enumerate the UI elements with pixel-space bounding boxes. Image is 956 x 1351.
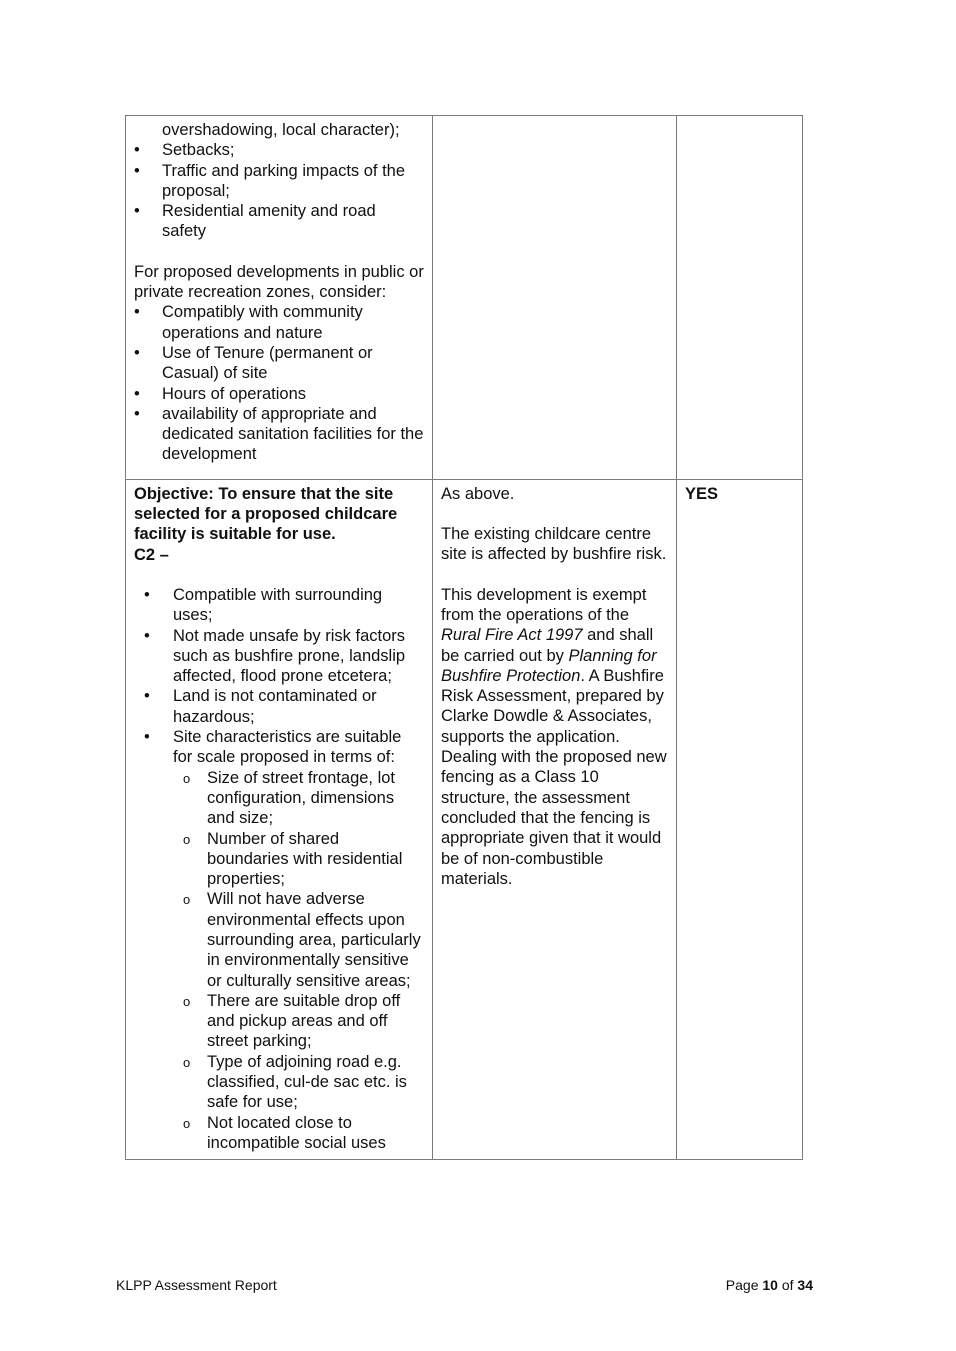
control-label: C2 – [134,545,169,564]
comment-text: and shall be carried out by [441,626,654,665]
page-number [726,1277,813,1293]
objective-heading: Objective: To ensure that the site selected for a proposed childcare facility is suitable for use. [134,484,398,544]
requirement-cell [126,479,433,1160]
continuation-text: overshadowing, local character); [162,121,400,139]
list-item [134,727,424,1153]
list-item: • availability of appropriate and dedicated sanitation facilities for the development [134,404,424,465]
sub-list-item: o Will not have adverse environmental effects upon surrounding area, particularly in environmentally sensitive or culturally sensitive areas; [173,889,424,990]
comment-paragraph: As above. [441,484,515,503]
comment-paragraph [441,585,668,889]
comment-text: . A Bushfire Risk Assessment, prepared by Clarke Dowdle & Associates, supports the application. Dealing with the proposed new fencing as a Class 10 structure, the assessment concluded that the fencing is appropriate given that it would be of non-combustible materials. [441,666,667,888]
list-item: • Not made unsafe by risk factors such as bushfire prone, landslip affected, flood prone etcetera; [134,626,424,687]
page-current: 10 [762,1277,778,1293]
sub-list-item: o Size of street frontage, lot configuration, dimensions and size; [173,768,424,829]
requirement-cell [126,116,433,480]
comment-cell [433,116,677,480]
comment-text: This development is exempt from the operations of the [441,585,647,624]
compliance-result: YES [685,484,719,503]
assessment-table [125,115,803,1160]
sub-bullet-list [134,768,424,1154]
guideline-title: Planning for Bushfire Protection [441,646,657,685]
sub-list-item: o There are suitable drop off and pickup areas and off street parking; [173,991,424,1052]
sub-list-item: o Type of adjoining road e.g. classified, cul-de sac etc. is safe for use; [173,1052,424,1113]
sub-list-item: o Not located close to incompatible social uses [173,1113,424,1154]
list-item: • Use of Tenure (permanent or Casual) of site [134,343,424,384]
bullet-list [134,140,424,241]
report-title: KLPP Assessment Report [116,1277,277,1293]
compliance-cell [677,479,803,1160]
list-item: • Land is not contaminated or hazardous; [134,686,424,727]
table-row [126,479,803,1160]
list-item: • Hours of operations [134,384,424,404]
list-item-text: Site characteristics are suitable for scale proposed in terms of: [173,728,402,767]
page-total: 34 [797,1277,813,1293]
table-row [126,116,803,480]
list-item: • Setbacks; [134,140,424,160]
list-item: • Traffic and parking impacts of the proposal; [134,161,424,202]
compliance-cell [677,116,803,480]
page-of: of [781,1277,794,1293]
list-item: • Residential amenity and road safety [134,201,424,242]
bullet-list [134,585,424,1153]
recreation-intro: For proposed developments in public or private recreation zones, consider: [134,262,424,302]
list-item: • Compatible with surrounding uses; [134,585,424,626]
comment-cell [433,479,677,1160]
act-title: Rural Fire Act 1997 [441,626,583,645]
page-label: Page [725,1277,759,1293]
page-footer [116,1277,813,1293]
bullet-list [134,302,424,464]
sub-list-item: o Number of shared boundaries with residential properties; [173,829,424,890]
list-item: • Compatibly with community operations and nature [134,302,424,343]
comment-paragraph: The existing childcare centre site is affected by bushfire risk. [441,525,667,564]
